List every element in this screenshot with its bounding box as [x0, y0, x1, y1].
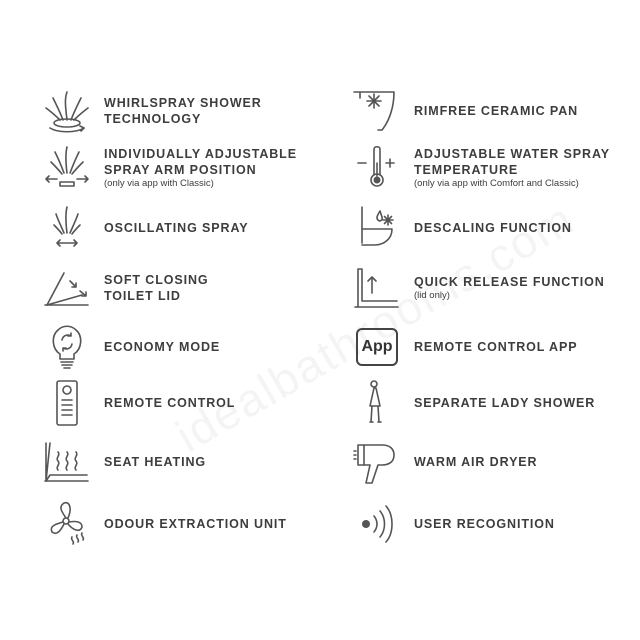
lady-shower-icon — [352, 378, 402, 428]
feature-lady-shower — [352, 378, 632, 428]
feature-title: ECONOMY MODE — [104, 340, 221, 354]
feature-title: SEPARATE LADY SHOWER — [414, 396, 596, 410]
feature-water-temperature — [352, 143, 632, 193]
eco-lightbulb-icon — [42, 322, 92, 372]
feature-economy-mode — [42, 322, 322, 372]
feature-title: WHIRLSPRAY SHOWER TECHNOLOGY — [104, 96, 262, 126]
feature-whirlspray — [42, 86, 322, 136]
feature-title: SEAT HEATING — [104, 455, 207, 469]
feature-oscillating-spray — [42, 203, 322, 253]
feature-soft-closing — [42, 263, 322, 313]
feature-note: (lid only) — [414, 290, 450, 301]
feature-spray-arm — [42, 143, 322, 193]
feature-remote-app — [352, 322, 632, 372]
whirlspray-icon — [42, 86, 92, 136]
feature-title: ODOUR EXTRACTION UNIT — [104, 517, 287, 531]
adjustable-spray-arm-icon — [42, 143, 92, 193]
feature-remote-control — [42, 378, 322, 428]
feature-note: (only via app with Classic) — [104, 178, 214, 189]
feature-title: DESCALING FUNCTION — [414, 221, 572, 235]
feature-title: RIMFREE CERAMIC PAN — [414, 104, 579, 118]
quick-release-icon — [352, 263, 402, 313]
descaling-icon — [352, 203, 402, 253]
app-icon-label: App — [356, 328, 398, 366]
feature-title: QUICK RELEASE FUNCTION — [414, 275, 605, 289]
feature-title: INDIVIDUALLY ADJUSTABLE SPRAY ARM POSITION — [104, 147, 297, 177]
remote-control-icon — [42, 378, 92, 428]
feature-descaling — [352, 203, 632, 253]
feature-seat-heating — [42, 437, 322, 487]
hair-dryer-icon — [352, 437, 402, 487]
seat-heating-icon — [42, 437, 92, 487]
feature-title: ADJUSTABLE WATER SPRAY TEMPERATURE — [414, 147, 610, 177]
feature-warm-air-dryer — [352, 437, 632, 487]
feature-title: WARM AIR DRYER — [414, 455, 538, 469]
thermometer-icon — [352, 143, 402, 193]
feature-user-recognition — [352, 499, 632, 549]
feature-title: REMOTE CONTROL — [104, 396, 236, 410]
feature-title: USER RECOGNITION — [414, 517, 555, 531]
feature-odour-extraction — [42, 499, 322, 549]
user-recognition-icon — [352, 499, 402, 549]
feature-title: OSCILLATING SPRAY — [104, 221, 249, 235]
fan-icon — [42, 499, 92, 549]
app-icon — [352, 322, 402, 372]
feature-quick-release — [352, 263, 632, 313]
rimfree-pan-icon — [352, 86, 402, 136]
feature-title: REMOTE CONTROL APP — [414, 340, 578, 354]
feature-rimfree — [352, 86, 632, 136]
soft-close-lid-icon — [42, 263, 92, 313]
feature-title: SOFT CLOSING TOILET LID — [104, 273, 209, 303]
oscillating-spray-icon — [42, 203, 92, 253]
feature-note: (only via app with Comfort and Classic) — [414, 178, 579, 189]
